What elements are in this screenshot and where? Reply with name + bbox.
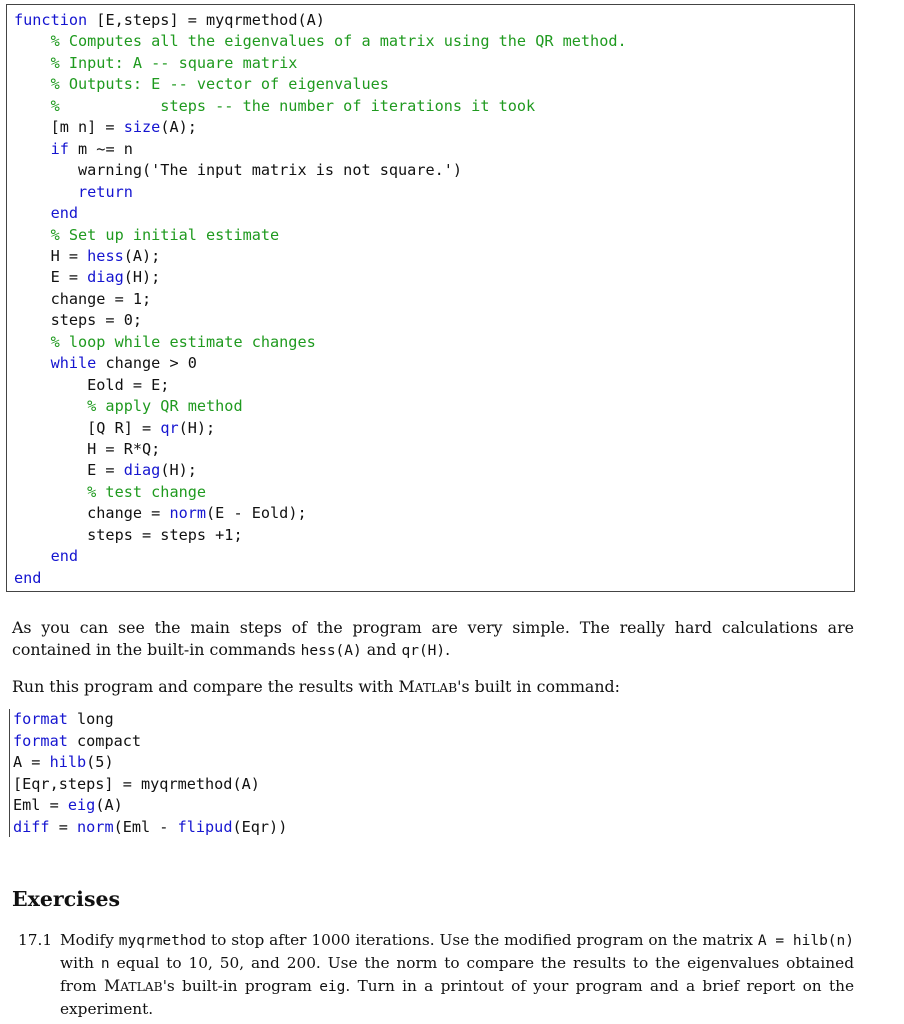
code-line (14, 569, 41, 587)
code-keyword: format (13, 731, 68, 750)
code-line (14, 32, 627, 50)
code-text: E = (14, 268, 88, 287)
code-comment: % Set up initial estimate (14, 225, 280, 244)
code-text (14, 547, 51, 565)
code-line (14, 504, 307, 522)
code-line (14, 547, 78, 565)
code-text: [E,steps] = myqrmethod(A) (87, 11, 325, 29)
paragraph-text: 's built in command: (457, 677, 620, 696)
code-text: (H); (123, 268, 161, 287)
code-text: steps = 0; (14, 311, 143, 330)
exercise-text-part: . Turn in a printout of your program and a brief report on the experiment. (60, 977, 854, 1018)
code-line (14, 118, 197, 136)
code-keyword: diag (123, 461, 161, 480)
code-keyword: if (50, 139, 69, 158)
inline-code-n: n (100, 955, 110, 972)
code-keyword: diag (87, 268, 124, 287)
code-text: A = (13, 753, 50, 771)
code-line (14, 226, 279, 244)
code-line (14, 140, 133, 158)
code-text: (H); (160, 461, 197, 480)
code-line (14, 247, 160, 265)
code-keyword: norm (77, 817, 114, 836)
code-line (14, 461, 197, 479)
code-text: (5) (86, 753, 114, 771)
exercise-text (60, 930, 854, 1020)
exercise-text-part: 's built-in program (162, 977, 320, 995)
code-text: (A); (123, 246, 161, 265)
code-line (14, 268, 160, 286)
code-line (14, 354, 197, 372)
code-keyword: norm (169, 504, 207, 523)
code-text: change > 0 (96, 354, 197, 373)
exercise-number: 17.1 (18, 931, 53, 949)
code-line (13, 818, 287, 836)
matlab-smallcaps-initial: M (398, 677, 415, 696)
code-line (14, 161, 462, 179)
exercises-heading: Exercises (12, 887, 121, 911)
code-text: change = (14, 504, 170, 523)
code-keyword: diff (13, 817, 50, 836)
code-comment: % test change (14, 482, 207, 501)
code-text: E = (14, 461, 124, 480)
code-text: (H); (178, 418, 216, 437)
paragraph-text: As you can see the main steps of the program are very simple. The really hard calculations are contained in the built-in commands (12, 618, 854, 659)
code-line (14, 526, 243, 544)
code-line (14, 376, 169, 394)
code-line (13, 796, 123, 814)
code-listing-box (6, 4, 855, 592)
code-text (14, 140, 51, 158)
code-line (14, 11, 325, 29)
code-keyword: end (14, 568, 42, 587)
code-keyword: size (123, 118, 161, 137)
code-text: H = (14, 246, 88, 265)
exercise-text-part: with (60, 953, 101, 972)
code-line (14, 54, 297, 72)
code-line (13, 732, 141, 750)
code-line (14, 75, 389, 93)
paragraph-text: . (445, 640, 451, 659)
inline-code-myqrmethod: myqrmethod (118, 933, 207, 949)
exercise-text-part: equal to 10, 50, and 200. Use the norm to compare the results to the eigenvalues obtained from (60, 953, 854, 995)
paragraph-text: Run this program and compare the results with (12, 677, 399, 696)
code-line (13, 710, 114, 728)
code-line (14, 183, 133, 201)
matlab-smallcaps-rest: ATLAB (120, 980, 163, 994)
code-keyword: flipud (177, 817, 233, 836)
matlab-smallcaps-initial: M (104, 976, 121, 995)
code-line (14, 483, 206, 501)
paragraph-instruction (12, 676, 854, 699)
code-keyword: return (78, 182, 133, 201)
code-keyword: hilb (49, 753, 87, 771)
code-text: [Q R] = (14, 418, 161, 437)
code-comment: % Input: A -- square matrix (14, 53, 298, 72)
code-line (14, 204, 78, 222)
code-text: H = R*Q; (14, 440, 161, 458)
exercise-text-part: Modify (60, 931, 119, 949)
inline-code-eig: eig (319, 979, 346, 995)
code-comment: % Computes all the eigenvalues of a matrix using the QR method. (14, 32, 627, 51)
code-text: Eml = (13, 796, 68, 814)
code-line (14, 333, 316, 351)
exercise-text-part: to stop after 1000 iterations. Use the modified program on the matrix (206, 931, 758, 949)
code-line (14, 311, 142, 329)
code-text: (Eml - (113, 817, 178, 836)
paragraph-explanation (12, 617, 854, 662)
code-text: = (49, 817, 78, 836)
code-line (14, 419, 215, 437)
inline-code-hess: hess(A) (300, 643, 362, 659)
code-line (14, 397, 243, 415)
code-keyword: format (13, 710, 68, 728)
code-text: (E - Eold); (206, 504, 307, 523)
code-text: warning('The input matrix is not square.') (14, 161, 463, 180)
code-line (13, 753, 114, 771)
code-snippet-left-rule (9, 709, 10, 837)
code-text: steps = steps +1; (14, 525, 243, 544)
code-text (14, 354, 51, 372)
code-keyword: end (50, 204, 79, 223)
inline-code-qr: qr(H) (401, 643, 446, 659)
code-text: change = 1; (14, 289, 152, 308)
code-line (14, 440, 160, 458)
code-comment: % apply QR method (14, 397, 243, 416)
code-comment: % steps -- the number of iterations it took (14, 96, 536, 115)
paragraph-text: and (361, 640, 402, 659)
code-keyword: while (50, 354, 97, 373)
code-text: compact (67, 731, 142, 750)
code-line (14, 97, 535, 115)
code-keyword: eig (67, 796, 96, 814)
code-text: (A) (95, 796, 123, 814)
code-text: long (67, 710, 114, 728)
code-keyword: hess (87, 246, 124, 265)
code-text: [Eqr,steps] = myqrmethod(A) (13, 774, 260, 793)
inline-code-hilb: A = hilb(n) (757, 933, 854, 949)
code-keyword: end (50, 547, 79, 566)
code-line (13, 775, 260, 793)
code-text: (Eqr)) (232, 817, 288, 836)
code-text (14, 183, 78, 201)
code-text (14, 204, 51, 222)
code-keyword: function (14, 11, 88, 29)
code-text: Eold = E; (14, 375, 170, 394)
matlab-smallcaps-rest: ATLAB (414, 681, 458, 695)
code-text: m ~= n (68, 139, 133, 158)
code-text: (A); (160, 118, 197, 137)
code-line (14, 290, 151, 308)
code-comment: % Outputs: E -- vector of eigenvalues (14, 75, 389, 94)
code-keyword: qr (160, 418, 179, 437)
code-comment: % loop while estimate changes (14, 332, 316, 351)
code-text: [m n] = (14, 118, 124, 137)
